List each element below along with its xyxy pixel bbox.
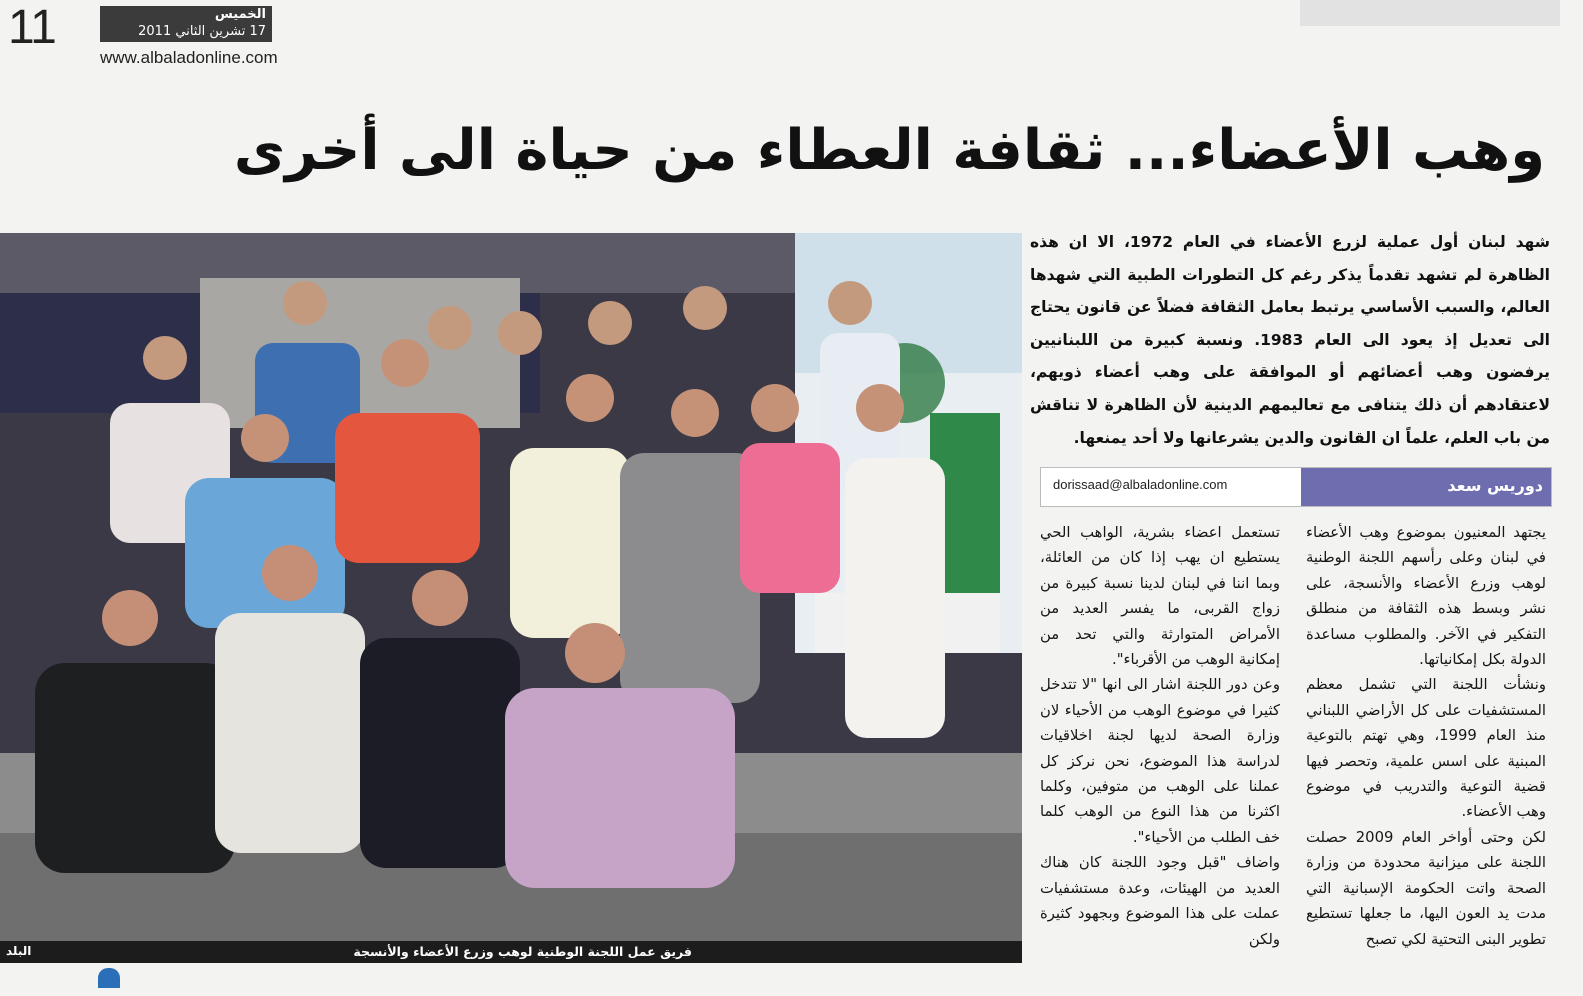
author-name: دوريس سعد bbox=[1447, 476, 1543, 495]
paragraph: تستعمل اعضاء بشرية، الواهب الحي يستطيع ان يهب إذا كان من العائلة، وبما اننا في لبنان لدينا نسبة كبيرة من زواج القربى، ما يفسر العديد من الأمراض المتوارثة والتي تحد من إمكانية الوهب من الأقرباء". bbox=[1040, 524, 1280, 669]
body-column-left bbox=[1040, 520, 1280, 996]
bleed-through-header bbox=[940, 0, 1560, 120]
website-url: www.albaladonline.com bbox=[100, 48, 278, 67]
paragraph: ونشأت اللجنة التي تشمل معظم المستشفيات على كل الأراضي اللبناني منذ العام 1999، وهي تهتم بالتوعية المبنية على اسس علمية، وتحصر فيها قضية التوعية والتدريب في موضوع وهب الأعضاء. bbox=[1306, 676, 1546, 821]
date-box bbox=[100, 6, 272, 42]
article-lead: شهد لبنان أول عملية لزرع الأعضاء في العام 1972، الا ان هذه الظاهرة لم تشهد تقدماً يذكر رغم كل التطورات الطبية التي شهدها العالم، والسبب الأساسي يرتبط بعامل الثقافة فضلاً عن قانون يحتاج الى تعديل إذ يعود الى العام 1983. ونسبة كبيرة من اللبنانيين يرفضون وهب أعضائهم أو الموافقة على وهب أعضاء ذويهم، لاعتقادهم أن ذلك يتنافى مع تعاليمهم الدينية لأن الظاهرة لا تناقش من باب العلم، علماً ان القانون والدين يشرعانها ولا أحد يمنعها. bbox=[1030, 233, 1550, 447]
photo-caption: فريق عمل اللجنة الوطنية لوهب وزرع الأعضاء والأنسجة bbox=[353, 944, 692, 959]
paragraph: يجتهد المعنيون بموضوع وهب الأعضاء في لبنان وعلى رأسهم اللجنة الوطنية لوهب وزرع الأعضاء والأنسجة، على نشر وبسط هذه الثقافة من منطلق التفكير في الآخر. والمطلوب مساعدة الدولة بكل إمكانياتها. bbox=[1306, 524, 1546, 669]
paragraph: وعن دور اللجنة اشار الى انها "لا تتدخل كثيرا في موضوع الوهب من الأحياء لان وزارة الصحة لديها لجنة اخلاقيات لدراسة هذا الموضوع، نحن نركز كل عملنا على الوهب من متوفين، وكلما اكثرنا من هذا النوع من الوهب كلما خف الطلب من الأحياء". bbox=[1040, 676, 1280, 846]
issue-date: 17 تشرين الثاني 2011 bbox=[138, 24, 266, 39]
body-column-right bbox=[1306, 520, 1546, 996]
photo-credit: البلد bbox=[6, 944, 32, 958]
bleed-strip bbox=[1300, 0, 1560, 26]
author-block bbox=[1301, 468, 1551, 506]
group-photo bbox=[0, 233, 1022, 941]
author-email: dorissaad@albaladonline.com bbox=[1053, 477, 1228, 492]
issue-day: الخميس bbox=[214, 7, 266, 22]
byline-bar bbox=[1040, 467, 1552, 507]
paragraph: لكن وحتى أواخر العام 2009 حصلت اللجنة على ميزانية محدودة من وزارة الصحة واتت الحكومة الإسبانية التي مدت يد العون اليها، ما جعلها تستطيع تطوير البنى التحتية لكي تصبح bbox=[1306, 828, 1546, 948]
article-headline: وهب الأعضاء... ثقافة العطاء من حياة الى أخرى bbox=[233, 118, 1545, 183]
page-number: 11 bbox=[8, 1, 56, 54]
newspaper-logo-icon bbox=[98, 968, 120, 988]
paragraph: واضاف "قبل وجود اللجنة كان هناك العديد من الهيئات، وعدة مستشفيات عملت على هذا الموضوع وبجهود كثيرة ولكن bbox=[1040, 854, 1280, 948]
photo-caption-bar bbox=[0, 941, 1022, 963]
